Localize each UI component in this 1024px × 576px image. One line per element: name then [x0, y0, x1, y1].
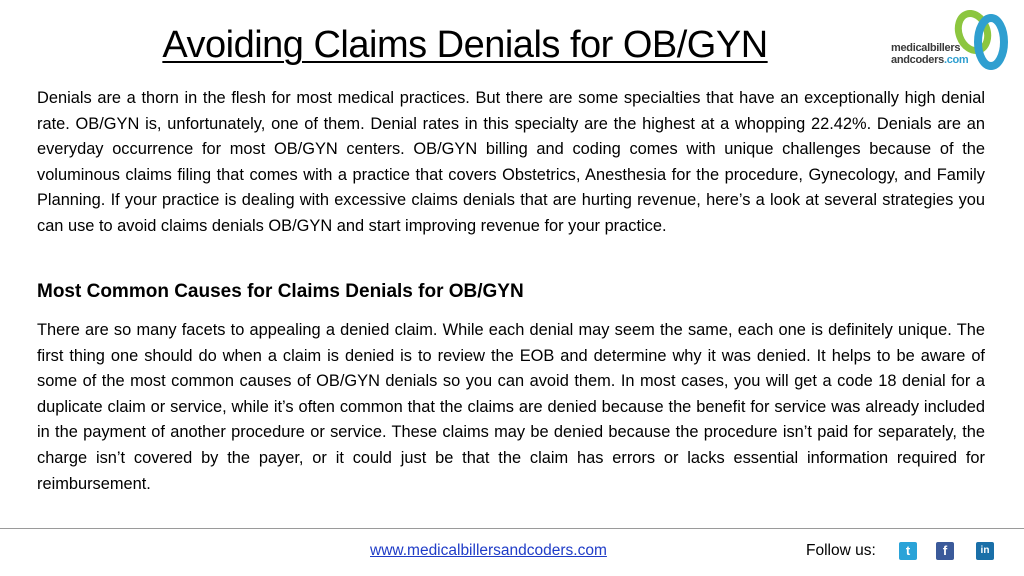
- logo-text-suffix: .com: [943, 54, 969, 66]
- linkedin-icon[interactable]: in: [976, 542, 994, 560]
- twitter-icon[interactable]: t: [899, 542, 917, 560]
- section-paragraph: There are so many facets to appealing a denied claim. While each denial may seem the same, each one is definitely unique. The first thing one should do when a claim is denied is to review the EOB and determine why it was denied. It helps to be aware of some of the most common causes of OB/GYN denials so you can avoid them. In most cases, you will get a code 18 denial for a duplicate claim or service, while it’s often common that the claims are denied because the benefit for service was already included in the payment of another procedure or service. These claims may be denied because the procedure isn’t paid for separately, the charge isn’t covered by the payer, or it could just be that the claim has errors or lacks essential information required for reimbursement.: [37, 321, 985, 493]
- company-logo[interactable]: [889, 10, 1017, 74]
- page-title: Avoiding Claims Denials for OB/GYN: [162, 24, 768, 66]
- logo-text-line2: [891, 55, 968, 66]
- section-heading: Most Common Causes for Claims Denials for OB/GYN: [37, 281, 524, 302]
- follow-label: Follow us:: [806, 542, 876, 559]
- intro-paragraph: Denials are a thorn in the flesh for most medical practices. But there are some specialties that have an exceptionally high denial rate. OB/GYN is, unfortunately, one of them. Denial rates in this specialty are the highest at a whopping 22.42%. Denials are an everyday occurrence for most OB/GYN centers. OB/GYN billing and coding comes with unique challenges because of the voluminous claims filing that comes with a practice that covers Obstetrics, Anesthesia for the procedure, Gynecology, and Family Planning. If your practice is dealing with excessive claims denials that are hurting revenue, here’s a look at several strategies you can use to avoid claims denials OB/GYN and start improving revenue for your practice.: [37, 89, 985, 235]
- website-link[interactable]: www.medicalbillersandcoders.com: [370, 542, 607, 559]
- facebook-icon[interactable]: f: [936, 542, 954, 560]
- footer-divider: [0, 528, 1024, 529]
- logo-text-line1: medicalbillers: [891, 42, 961, 54]
- logo-text-main: andcoders: [891, 54, 944, 66]
